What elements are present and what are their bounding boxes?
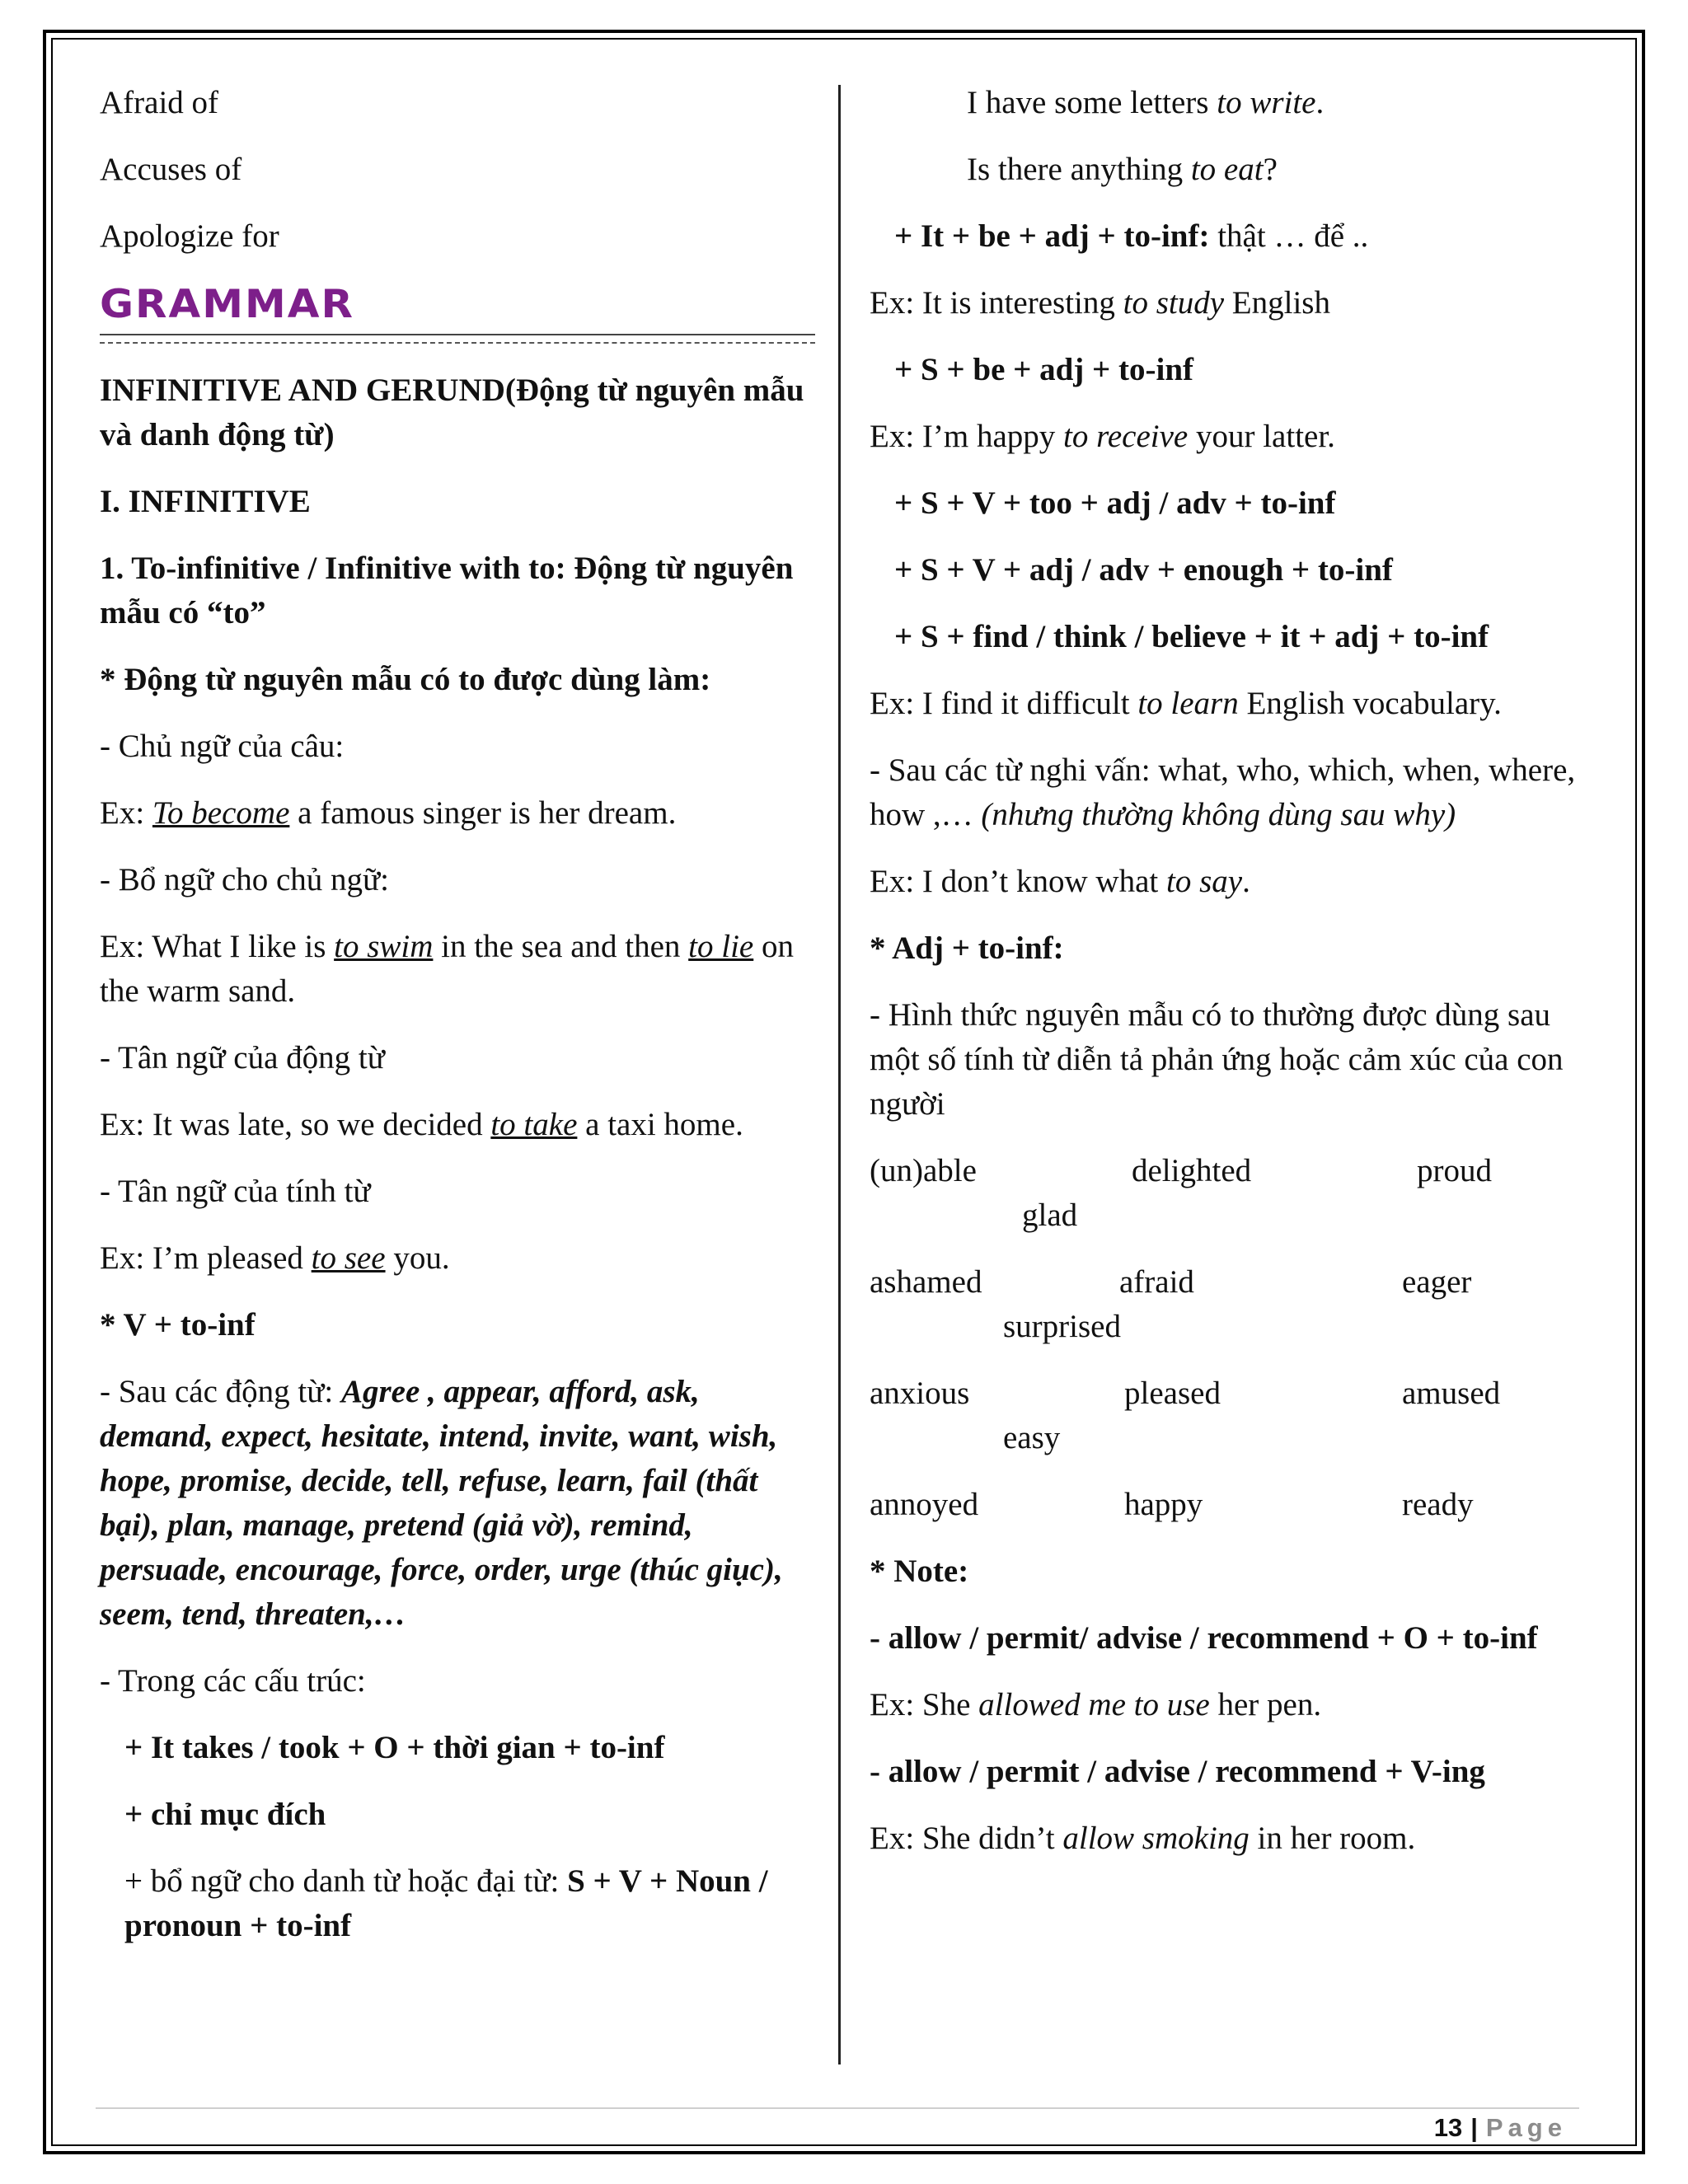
example-line bbox=[100, 925, 817, 1014]
preposition-item: Afraid of bbox=[100, 85, 219, 120]
grammar-divider bbox=[100, 334, 815, 344]
structure-item: + It takes / took + O + thời gian + to-inf bbox=[124, 1730, 665, 1765]
example-highlight: to take bbox=[490, 1107, 578, 1142]
adjective-word: amused bbox=[1402, 1376, 1501, 1411]
adjective-row bbox=[870, 1149, 1587, 1238]
use-item: - Tân ngữ của tính từ bbox=[100, 1174, 371, 1209]
example-highlight: to swim bbox=[334, 929, 434, 964]
example-highlight: to see bbox=[311, 1240, 386, 1276]
structure-item: + S + find / think / believe + it + adj + to-inf bbox=[894, 619, 1489, 654]
section-title: INFINITIVE AND GERUND(Động từ nguyên mẫu và danh động từ) bbox=[100, 373, 804, 452]
example-suffix: English vocabulary. bbox=[1238, 686, 1502, 721]
adjective-description: - Hình thức nguyên mẫu có to thường được dùng sau một số tính từ diễn tả phản ứng hoặc cảm xúc của con người bbox=[870, 997, 1564, 1122]
example-line bbox=[870, 682, 1587, 726]
example-line bbox=[870, 415, 1587, 459]
verb-list-prefix: - Sau các động từ: bbox=[100, 1374, 341, 1409]
structure-formula: + It + be + adj + to-inf: bbox=[894, 218, 1210, 254]
example-line bbox=[100, 791, 817, 836]
example-suffix: you. bbox=[385, 1240, 450, 1276]
example-prefix: Ex: I’m pleased bbox=[100, 1240, 312, 1276]
example-prefix: Ex: She didn’t bbox=[870, 1821, 1063, 1856]
example-line bbox=[870, 1683, 1587, 1727]
question-words-text: - Sau các từ nghi vấn: what, who, which, when, where, how ,… bbox=[870, 752, 1576, 832]
example-highlight: to write bbox=[1217, 85, 1316, 120]
example-line bbox=[870, 81, 1587, 125]
adjective-word: annoyed bbox=[870, 1487, 979, 1522]
adjective-word: pleased bbox=[1124, 1376, 1221, 1411]
adjective-word: (un)able bbox=[870, 1153, 977, 1188]
example-suffix: . bbox=[1242, 864, 1250, 899]
example-line bbox=[870, 281, 1587, 326]
use-item: - Chủ ngữ của câu: bbox=[100, 729, 345, 764]
adjective-word: easy bbox=[1003, 1420, 1061, 1455]
structure-formula: S + V + Noun / pronoun + to-inf bbox=[124, 1863, 768, 1943]
adjective-word: anxious bbox=[870, 1376, 970, 1411]
preposition-item: Apologize for bbox=[100, 218, 279, 254]
example-prefix: Ex: bbox=[100, 795, 152, 831]
left-column bbox=[100, 81, 817, 1971]
note-rule: - allow / permit/ advise / recommend + O + to-inf bbox=[870, 1620, 1538, 1656]
pattern-heading: * V + to-inf bbox=[100, 1307, 256, 1343]
note-heading: * Note: bbox=[870, 1554, 969, 1589]
subsection-heading: 1. To-infinitive / Infinitive with to: Động từ nguyên mẫu có “to” bbox=[100, 551, 794, 630]
structure-prefix: + bổ ngữ cho danh từ hoặc đại từ: bbox=[124, 1863, 568, 1899]
question-words-note: (nhưng thường không dùng sau why) bbox=[981, 797, 1456, 832]
footer-separator: | bbox=[1470, 2113, 1478, 2142]
example-prefix: Ex: It is interesting bbox=[870, 285, 1123, 321]
use-item: - Tân ngữ của động từ bbox=[100, 1040, 385, 1076]
structure-item bbox=[870, 214, 1587, 259]
example-prefix: Ex: It was late, so we decided bbox=[100, 1107, 491, 1142]
adjective-word: proud bbox=[1417, 1153, 1492, 1188]
example-suffix: English bbox=[1224, 285, 1330, 321]
example-prefix: Ex: What I like is bbox=[100, 929, 335, 964]
adjective-row bbox=[870, 1483, 1587, 1527]
use-item: - Bổ ngữ cho chủ ngữ: bbox=[100, 862, 389, 898]
example-prefix: I have some letters bbox=[967, 85, 1217, 120]
adjective-word: happy bbox=[1124, 1487, 1203, 1522]
structure-item: + S + V + adj / adv + enough + to-inf bbox=[894, 552, 1393, 588]
example-line bbox=[100, 1236, 817, 1281]
example-line bbox=[870, 1816, 1587, 1861]
pattern-heading: * Adj + to-inf: bbox=[870, 930, 1064, 966]
structure-meaning: thật … để .. bbox=[1209, 218, 1369, 254]
verb-list bbox=[100, 1370, 817, 1637]
example-highlight: allowed me to use bbox=[978, 1687, 1210, 1722]
grammar-logo: GRAMMAR bbox=[100, 281, 354, 327]
example-middle: in the sea and then bbox=[433, 929, 689, 964]
example-highlight: to lie bbox=[688, 929, 754, 964]
section-heading: I. INFINITIVE bbox=[100, 484, 311, 519]
adjective-row bbox=[870, 1371, 1587, 1460]
structures-heading: - Trong các cấu trúc: bbox=[100, 1663, 366, 1699]
question-words-item bbox=[870, 748, 1587, 837]
example-suffix: on the warm sand. bbox=[100, 929, 794, 1009]
example-prefix: Ex: I find it difficult bbox=[870, 686, 1138, 721]
structure-item bbox=[100, 1859, 817, 1948]
example-highlight: to say bbox=[1166, 864, 1243, 899]
adjective-word: afraid bbox=[1119, 1264, 1194, 1300]
example-highlight: to receive bbox=[1063, 419, 1189, 454]
example-highlight: to eat bbox=[1190, 152, 1264, 187]
example-line bbox=[870, 148, 1587, 192]
adjective-word: delighted bbox=[1132, 1153, 1252, 1188]
example-line bbox=[870, 860, 1587, 904]
adjective-word: surprised bbox=[1003, 1309, 1121, 1344]
example-highlight: allow smoking bbox=[1062, 1821, 1250, 1856]
adjective-word: ashamed bbox=[870, 1264, 982, 1300]
adjective-word: ready bbox=[1402, 1487, 1474, 1522]
verb-list-items: Agree , appear, afford, ask, demand, expect, hesitate, intend, invite, want, wish, hope, promise, decide, tell, refuse, learn, fail (thất bại), plan, manage, pretend (giả vờ), remind, persuade, encourage, force, order, urge (thúc giục), seem, tend, threaten,… bbox=[100, 1374, 783, 1632]
example-suffix: . bbox=[1315, 85, 1325, 120]
uses-heading: * Động từ nguyên mẫu có to được dùng làm: bbox=[100, 662, 711, 697]
page-footer bbox=[1434, 2111, 1567, 2144]
example-suffix: your latter. bbox=[1188, 419, 1335, 454]
preposition-item: Accuses of bbox=[100, 152, 242, 187]
structure-item: + S + be + adj + to-inf bbox=[894, 352, 1193, 387]
example-line bbox=[100, 1103, 817, 1147]
adjective-word: glad bbox=[1022, 1197, 1078, 1233]
example-suffix: a famous singer is her dream. bbox=[289, 795, 677, 831]
example-highlight: to learn bbox=[1137, 686, 1239, 721]
column-divider bbox=[838, 85, 841, 2064]
example-suffix: in her room. bbox=[1249, 1821, 1416, 1856]
structure-item: + chỉ mục đích bbox=[124, 1797, 326, 1832]
example-prefix: Is there anything bbox=[967, 152, 1191, 187]
adjective-word: eager bbox=[1402, 1264, 1472, 1300]
footer-divider bbox=[96, 2107, 1579, 2109]
example-prefix: Ex: I’m happy bbox=[870, 419, 1064, 454]
example-suffix: ? bbox=[1263, 152, 1278, 187]
example-highlight: to study bbox=[1123, 285, 1225, 321]
example-suffix: a taxi home. bbox=[577, 1107, 743, 1142]
page-label: Page bbox=[1485, 2113, 1567, 2142]
structure-item: + S + V + too + adj / adv + to-inf bbox=[894, 485, 1336, 521]
example-suffix: her pen. bbox=[1209, 1687, 1322, 1722]
page-number: 13 bbox=[1433, 2113, 1463, 2142]
example-highlight: To become bbox=[152, 795, 290, 831]
note-rule: - allow / permit / advise / recommend + V-ing bbox=[870, 1754, 1485, 1789]
example-prefix: Ex: She bbox=[870, 1687, 979, 1722]
adjective-row bbox=[870, 1260, 1587, 1349]
example-prefix: Ex: I don’t know what bbox=[870, 864, 1166, 899]
right-column bbox=[870, 81, 1587, 1883]
